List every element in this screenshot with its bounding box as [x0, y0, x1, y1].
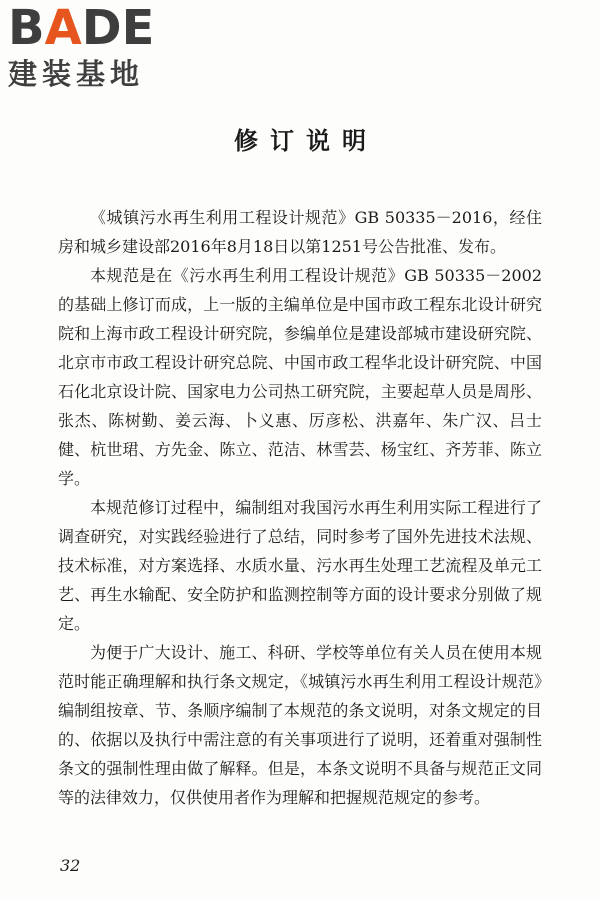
revision-notes-body: [58, 203, 542, 812]
bade-logo: [8, 0, 173, 92]
paragraph-explanation-purpose: 为便于广大设计、施工、科研、学校等单位有关人员在使用本规范时能正确理解和执行条文规定，《城镇污水再生利用工程设计规范》编制组按章、节、条顺序编制了本规范的条文说明，对条文规定的目的、依据以及执行中需注意的有关事项进行了说明，还着重对强制性条文的强制性理由做了解释。但是，本条文说明不具备与规范正文同等的法律效力，仅供使用者作为理解和把握规范规定的参考。: [58, 643, 542, 807]
logo-wordmark: BADE: [8, 0, 155, 56]
paragraph-revision-process: 本规范修订过程中，编制组对我国污水再生利用实际工程进行了调查研究，对实践经验进行了总结，同时参考了国外先进技术法规、技术标准，对方案选择、水质水量、污水再生处理工艺流程及单元工艺、再生水输配、安全防护和监测控制等方面的设计要求分别做了规定。: [58, 498, 542, 633]
paragraph-history: 本规范是在《污水再生利用工程设计规范》GB 50335－2002的基础上修订而成，上一版的主编单位是中国市政工程东北设计研究院和上海市政工程设计研究院，参编单位是建设部城市建设研究院、北京市市政工程设计研究总院、中国市政工程华北设计研究院、中国石化北京设计院、国家电力公司热工研究院，主要起草人员是周彤、张杰、陈树勤、姜云海、卜义惠、厉彦松、洪嘉年、朱广汉、吕士健、杭世珺、方先金、陈立、范洁、林雪芸、杨宝红、齐芳菲、陈立学。: [58, 266, 542, 488]
logo-subtitle: 建装基地: [8, 57, 145, 91]
paragraph-approval: 《城镇污水再生利用工程设计规范》GB 50335－2016，经住房和城乡建设部2016年8月18日以第1251号公告批准、发布。: [58, 208, 542, 256]
page-title: 修订说明: [234, 126, 378, 155]
page-number: 32: [60, 856, 81, 875]
